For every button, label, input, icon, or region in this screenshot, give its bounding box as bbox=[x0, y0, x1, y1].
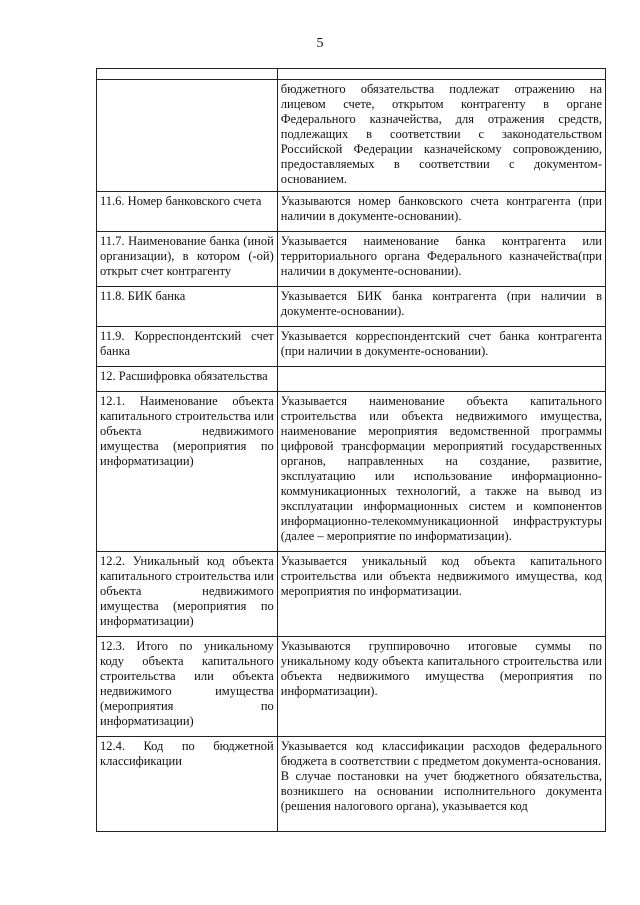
instructions-table bbox=[96, 68, 606, 832]
field-name-cell: 12.4. Код по бюджетной классификации bbox=[97, 737, 278, 832]
field-name-cell: 11.7. Наименование банка (иной организации), в котором (-ой) открыт счет контрагенту bbox=[97, 232, 278, 287]
description-paragraph: Указывается наименование объекта капитального строительства или объекта недвижимого имущества, наименование мероприятия ведомственной программы цифровой трансформации мероприятий государственных органов, направленных на создание, развитие, эксплуатацию или использование информационно-коммуникационных технологий, а также на вывод из эксплуатации информационных систем и компонентов информационно-телекоммуникационной инфраструктуры (далее – мероприятие по информатизации). bbox=[280, 394, 602, 543]
field-description-cell bbox=[277, 392, 605, 552]
description-paragraph: Указывается корреспондентский счет банка контрагента (при наличии в документе-основании). bbox=[280, 329, 602, 358]
field-name-cell: 11.6. Номер банковского счета bbox=[97, 192, 278, 232]
field-description-cell bbox=[277, 737, 605, 832]
table-row bbox=[97, 637, 606, 737]
field-description-cell bbox=[277, 552, 605, 637]
table-row bbox=[97, 392, 606, 552]
description-paragraph: бюджетного обязательства подлежат отражению на лицевом счете, открытом контрагенту в органе Федерального казначейства, для отражения средств, подлежащих в соответствии с законодательством Российской Федерации казначейскому сопровождению, предоставляемых в соответствии с документом-основанием. bbox=[280, 82, 602, 186]
section-heading-cell: 12. Расшифровка обязательства bbox=[97, 367, 278, 392]
description-paragraph: Указывается уникальный код объекта капитального строительства или объекта недвижимого имущества, код мероприятия по информатизации. bbox=[280, 554, 602, 598]
field-name-cell: 12.2. Уникальный код объекта капитального строительства или объекта недвижимого имущества (мероприятия по информатизации) bbox=[97, 552, 278, 637]
table-row bbox=[97, 552, 606, 637]
field-description-cell bbox=[277, 80, 605, 192]
field-description-cell bbox=[277, 232, 605, 287]
field-description-cell bbox=[277, 637, 605, 737]
description-paragraph: Указываются номер банковского счета контрагента (при наличии в документе-основании). bbox=[280, 194, 602, 223]
field-description-cell bbox=[277, 287, 605, 327]
description-paragraph: Указывается БИК банка контрагента (при наличии в документе-основании). bbox=[280, 289, 602, 318]
field-description-cell bbox=[277, 367, 605, 392]
field-name-cell bbox=[97, 80, 278, 192]
field-description-cell bbox=[277, 192, 605, 232]
field-name-cell: 11.8. БИК банка bbox=[97, 287, 278, 327]
description-paragraph: Указывается код классификации расходов федерального бюджета в соответствии с предметом документа-основания. bbox=[280, 739, 602, 768]
description-paragraph: Указывается наименование банка контрагента или территориального органа Федерального казначейства(при наличии в документе-основании). bbox=[280, 234, 602, 278]
page-number: 5 bbox=[316, 36, 324, 51]
description-paragraph: Указываются группировочно итоговые суммы по уникальному коду объекта капитального строительства или объекта недвижимого имущества (мероприятия по информатизации). bbox=[280, 639, 602, 698]
table-row bbox=[97, 737, 606, 832]
table-row bbox=[97, 192, 606, 232]
field-description-cell bbox=[277, 327, 605, 367]
field-name-cell: 12.1. Наименование объекта капитального строительства или объекта недвижимого имущества (мероприятия по информатизации) bbox=[97, 392, 278, 552]
table-row bbox=[97, 69, 606, 80]
table-row bbox=[97, 232, 606, 287]
field-name-cell: 12.3. Итого по уникальному коду объекта капитального строительства или объекта недвижимого имущества (мероприятия по информатизации) bbox=[97, 637, 278, 737]
field-name-cell: 11.9. Корреспондентский счет банка bbox=[97, 327, 278, 367]
table-row bbox=[97, 367, 606, 392]
table-row bbox=[97, 327, 606, 367]
table-row bbox=[97, 80, 606, 192]
table-row bbox=[97, 287, 606, 327]
description-paragraph: В случае постановки на учет бюджетного обязательства, возникшего на основании исполнительного документа (решения налогового органа), указывается код bbox=[280, 769, 602, 813]
